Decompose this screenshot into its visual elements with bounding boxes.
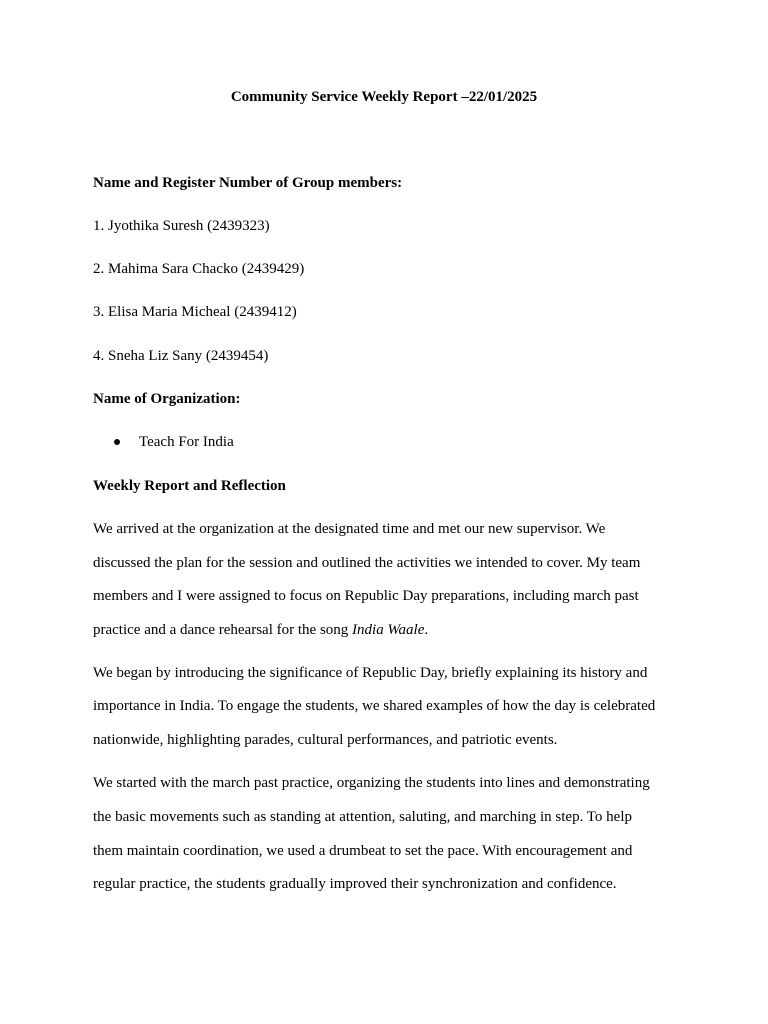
paragraph-line: We began by introducing the significance of Republic Day, briefly explaining its history and (93, 665, 648, 681)
paragraph-line: We arrived at the organization at the designated time and met our new supervisor. We (93, 521, 606, 537)
report-title: Community Service Weekly Report –22/01/2025 (230, 89, 538, 105)
paragraph-line: the basic movements such as standing at attention, saluting, and marching in step. To help (93, 809, 632, 825)
member-item: 2. Mahima Sara Chacko (2439429) (93, 261, 305, 277)
paragraph-line (93, 620, 428, 640)
bullet-icon (114, 439, 120, 445)
paragraph-line: We started with the march past practice, organizing the students into lines and demonstrating (93, 775, 650, 791)
member-item: 3. Elisa Maria Micheal (2439412) (93, 304, 297, 320)
paragraph-line: importance in India. To engage the students, we shared examples of how the day is celebrated (93, 698, 656, 714)
paragraph-text: . (424, 622, 429, 638)
organization-heading: Name of Organization: (93, 391, 241, 407)
member-item: 1. Jyothika Suresh (2439323) (93, 218, 270, 234)
organization-name: Teach For India (139, 434, 234, 450)
report-heading: Weekly Report and Reflection (93, 478, 286, 494)
member-item: 4. Sneha Liz Sany (2439454) (93, 348, 269, 364)
song-title: India Waale (352, 622, 425, 638)
paragraph-line: regular practice, the students gradually improved their synchronization and confidence. (93, 876, 617, 892)
members-heading: Name and Register Number of Group members: (93, 175, 403, 191)
paragraph-line: discussed the plan for the session and outlined the activities we intended to cover. My team (93, 555, 641, 571)
paragraph-text: practice and a dance rehearsal for the song (93, 622, 353, 638)
paragraph-line: nationwide, highlighting parades, cultural performances, and patriotic events. (93, 732, 558, 748)
paragraph-line: them maintain coordination, we used a drumbeat to set the pace. With encouragement and (93, 843, 633, 859)
paragraph-line: members and I were assigned to focus on Republic Day preparations, including march past (93, 588, 639, 604)
